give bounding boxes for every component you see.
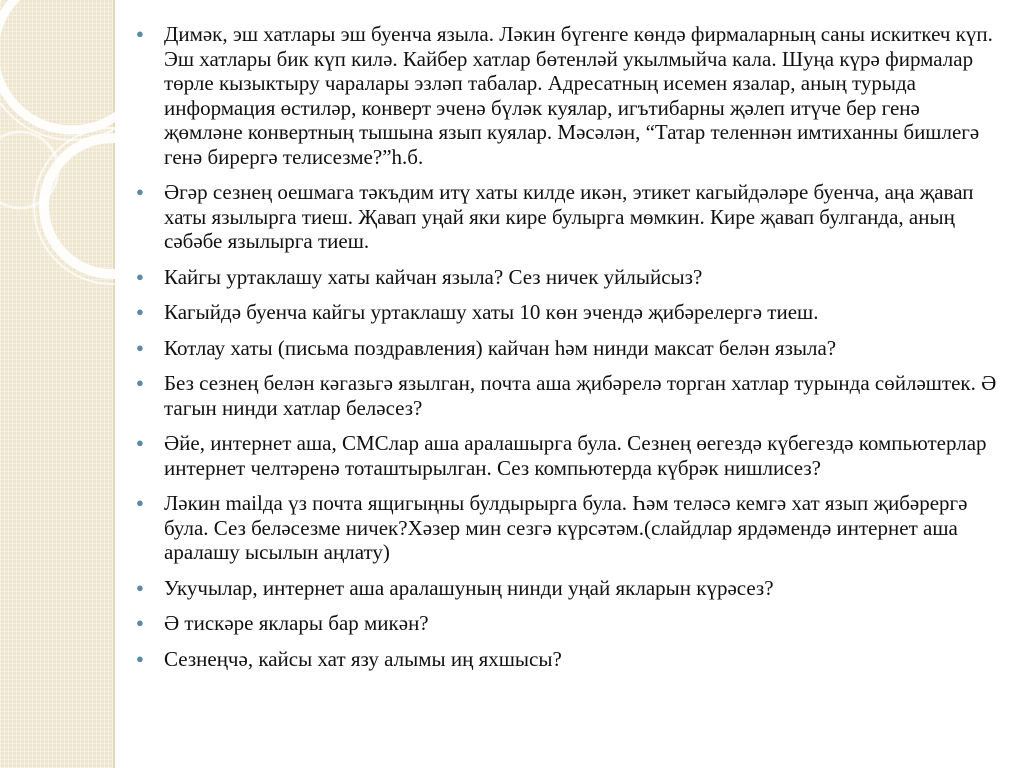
bullet-item [136, 576, 998, 601]
bullet-dot-icon: ● [136, 304, 144, 319]
bullet-text: Ә тискәре яклары бар микән? [164, 611, 429, 635]
bullet-text: Әгәр сезнең оешмага тәкъдим итү хаты килде икән, этикет кагыйдәләре буенча, аңа җавап хаты язылырга тиеш. Җавап уңай яки кире булырга мөмкин. Кире җавап булганда, аның сәбәбе язылырга тиеш. [164, 180, 974, 253]
bullet-list [136, 22, 998, 682]
bullet-text: Ләкин mailда үз почта ящигыңны булдырырга була. Һәм теләсә кемгә хат язып җибәрергә була. Сез беләсезме ничек?Хәзер мин сезгә күрсәтәм.(слайдлар ярдәмендә интернет аша аралашу ысылын аңлату) [164, 491, 968, 564]
bullet-item [136, 22, 998, 169]
bullet-text: Сезнеңчә, кайсы хат язу алымы иң яхшысы? [164, 646, 562, 671]
bullet-text: Укучылар, интернет аша аралашуның нинди уңай якларын күрәсез? [164, 575, 774, 600]
bullet-dot-icon: ● [136, 615, 144, 630]
bullet-item [136, 647, 998, 672]
bullet-dot-icon: ● [136, 268, 144, 284]
bullet-item [136, 611, 998, 636]
bullet-text: Әйе, интернет аша, СМСлар аша аралашырга була. Сезнең өегездә күбегездә компьютерлар интернет челтәренә тоташтырылган. Сез компьютерда күбрәк нишлисез? [164, 431, 987, 480]
decorative-rings-graphic [0, 0, 115, 768]
bullet-dot-icon: ● [136, 339, 144, 355]
bullet-text: Димәк, эш хатлары эш буенча языла. Ләкин бүгенге көндә фирмаларның саны искиткеч күп. Эш хатлары бик күп килә. Кайбер хатлар бөтенләй укылмыйча кала. Шуңа күрә фирмалар төрле кызыктыру чаралары эзләп табалар. Адресатның исемен язалар, аның турыда информация өстиләр, конверт эченә бүләк куялар, игътибарны җәлеп итүче бер генә җөмләне конвертның тышына язып куялар. Мәсәлән, “Татар теленнән имтиханны бишлегә генә бирергә телисезме?”һ.б. [164, 22, 993, 169]
bullet-text: Кагыйдә буенча кайгы уртаклашу хаты 10 көн эчендә җибәрелергә тиеш. [164, 300, 819, 324]
bullet-text: Без сезнең белән кәгазьгә язылган, почта аша җибәрелә торган хатлар турында сөйләштек. Ә тагын нинди хатлар беләсез? [164, 371, 997, 420]
bullet-item [136, 300, 998, 325]
bullet-dot-icon: ● [136, 579, 144, 595]
bullet-item [136, 265, 998, 290]
bullet-dot-icon: ● [136, 26, 144, 41]
bullet-item [136, 431, 998, 480]
bullet-dot-icon: ● [136, 375, 144, 390]
bullet-dot-icon: ● [136, 435, 144, 450]
bullet-dot-icon: ● [136, 650, 144, 666]
bullet-dot-icon: ● [136, 184, 144, 199]
bullet-item [136, 180, 998, 254]
bullet-text: Котлау хаты (письма поздравления) кайчан һәм нинди максат белән языла? [164, 335, 837, 360]
bullet-item [136, 336, 998, 361]
bullet-item [136, 491, 998, 565]
bullet-text: Кайгы уртаклашу хаты кайчан языла? Сез ничек уйлыйсыз? [164, 264, 703, 289]
bullet-dot-icon: ● [136, 495, 144, 510]
bullet-item [136, 371, 998, 420]
